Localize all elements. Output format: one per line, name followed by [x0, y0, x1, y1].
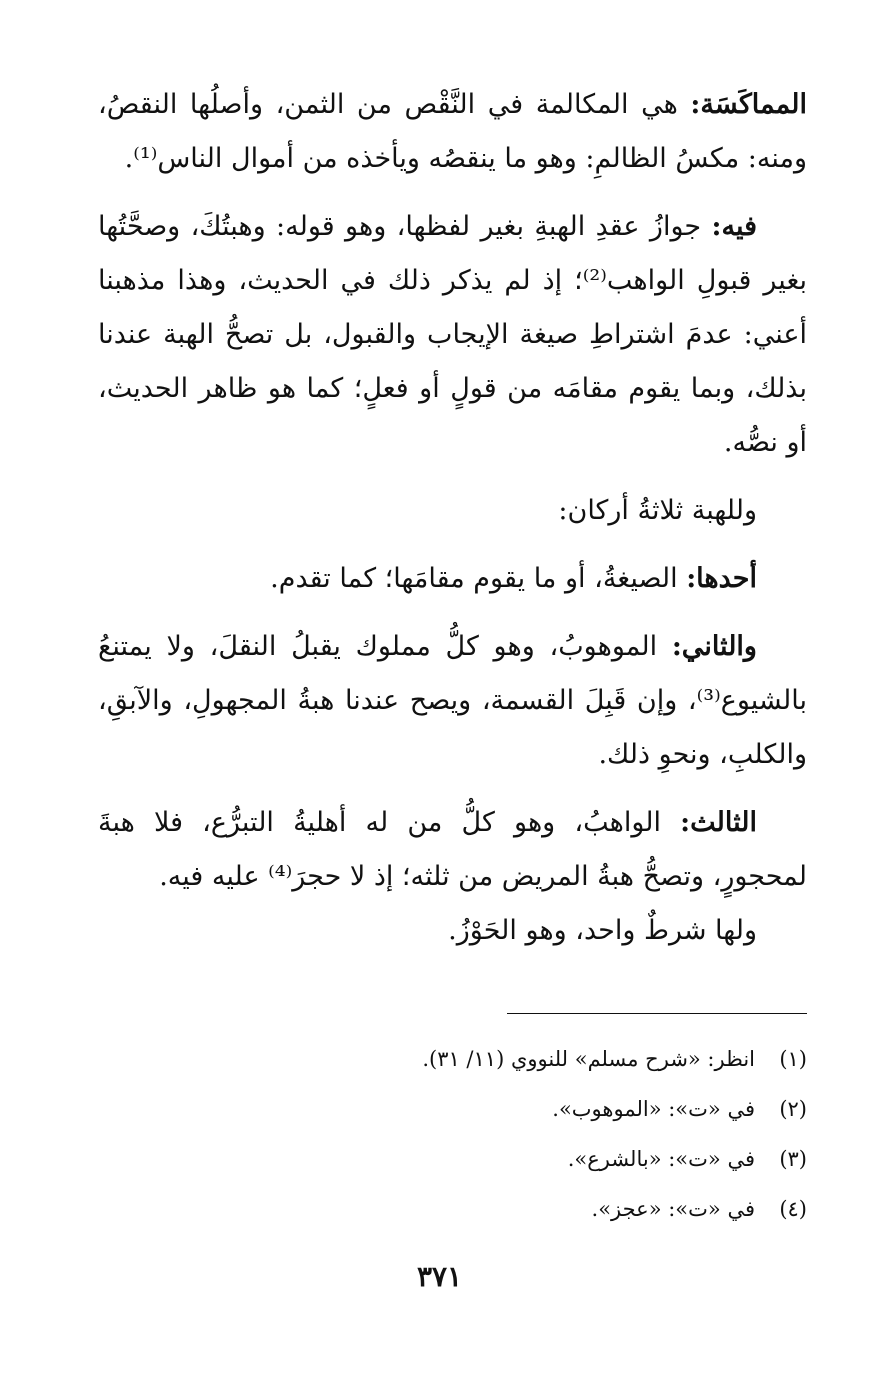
term-label: والثاني: — [671, 631, 757, 662]
footnote-text: في «ت»: «بالشرع». — [567, 1147, 755, 1171]
main-text — [98, 78, 807, 958]
paragraph-condition — [98, 904, 807, 958]
footnote-number: (٢) — [779, 1097, 807, 1121]
footnote-3 — [98, 1134, 807, 1184]
paragraph-text: الواهبُ، وهو كلُّ من له أهليةُ التبرُّع، فلا هبةَ لمحجورٍ، وتصحُّ هبةُ المريض من ثلثه؛ إذ لا حجرَ⁽⁴⁾ عليه فيه. — [98, 807, 807, 892]
footnote-4 — [98, 1184, 807, 1234]
paragraph-mumakasa — [98, 78, 807, 186]
footnote-number: (١) — [779, 1047, 807, 1071]
footnote-1 — [98, 1034, 807, 1084]
paragraph-first — [98, 552, 807, 606]
paragraph-text: الصيغةُ، أو ما يقوم مقامَها؛ كما تقدم. — [270, 563, 678, 594]
term-label: المماكَسَة: — [690, 89, 807, 120]
paragraph-arkan — [98, 484, 807, 538]
footnote-text: انظر: «شرح مسلم» للنووي (١١/ ٣١). — [422, 1047, 755, 1071]
paragraph-text: جوازُ عقدِ الهبةِ بغير لفظها، وهو قوله: وهبتُكَ، وصحَّتُها بغير قبولِ الواهب⁽²⁾؛ إذ لم يذكر ذلك في الحديث، وهذا مذهبنا أعني: عدمَ اشتراطِ صيغة الإيجاب والقبول، بل تصحُّ الهبة عندنا بذلك، وبما يقوم مقامَه من قولٍ أو فعلٍ؛ كما هو ظاهر الحديث، أو نصُّه. — [98, 211, 807, 458]
footnote-text: في «ت»: «عجز». — [591, 1197, 755, 1221]
paragraph-text: الموهوبُ، وهو كلُّ مملوك يقبلُ النقلَ، ولا يمتنعُ بالشيوع⁽³⁾، وإن قَبِلَ القسمة، ويصح عندنا هبةُ المجهولِ، والآبقِ، والكلبِ، ونحوِ ذلك. — [98, 631, 807, 770]
footnote-divider — [507, 1013, 807, 1014]
footnotes — [98, 1034, 807, 1234]
footnote-2 — [98, 1084, 807, 1134]
footnote-number: (٤) — [779, 1197, 807, 1221]
footnote-number: (٣) — [779, 1147, 807, 1171]
paragraph-text: وللهبة ثلاثةُ أركان: — [558, 495, 757, 526]
page-number: ٣٧١ — [416, 1260, 463, 1293]
paragraph-third — [98, 796, 807, 904]
footnote-text: في «ت»: «الموهوب». — [552, 1097, 755, 1121]
paragraph-second — [98, 620, 807, 782]
paragraph-text: هي المكالمة في النَّقْص من الثمن، وأصلُها النقصُ، ومنه: مكسُ الظالمِ: وهو ما ينقصُه ويأخذه من أموال الناس⁽¹⁾. — [98, 89, 807, 174]
term-label: فيه: — [711, 211, 757, 242]
paragraph-text: ولها شرطٌ واحد، وهو الحَوْزُ. — [448, 915, 757, 946]
term-label: أحدها: — [686, 563, 757, 594]
term-label: الثالث: — [680, 807, 757, 838]
paragraph-fihi — [98, 200, 807, 470]
